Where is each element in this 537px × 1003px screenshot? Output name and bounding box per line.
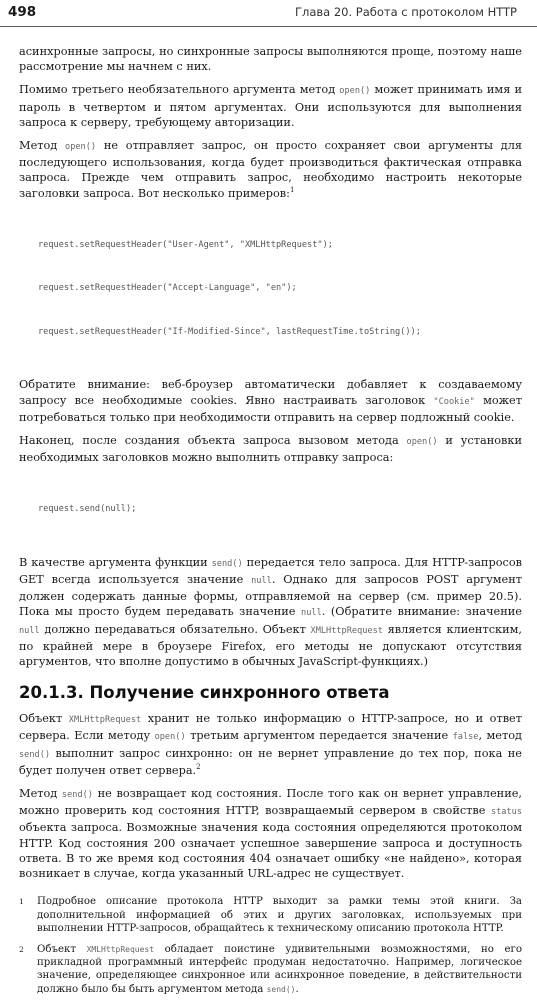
footnote-1 bbox=[19, 895, 522, 935]
inline-code: null bbox=[251, 576, 272, 587]
inline-code: status bbox=[490, 807, 522, 818]
paragraph-8: Метод send() не возвращает код состояния. После того как он вернет управление, можно проверить код состояния HTTP, возвращаемый сервером в свойстве status объекта запроса. Возможные значения кода состояния определяются протоколом HTTP. Код состояния 200 означает успешное завершение запроса и доступность ответа. В то же время код состояния 404 означает ошибку «не найдено», которая возникает в случае, когда указанный URL-адрес не существует. bbox=[19, 787, 522, 881]
footnote-2: 2 Объект XMLHttpRequest обладает поистине удивительными возможностями, но его прикладной программный интерфейс продуман недостаточно. Например, логическое значение, определяющее синхронное или асинхронное поведение, в действительности должно было бы быть аргументом метода send(). bbox=[19, 943, 522, 995]
footnote-ref: 1 bbox=[289, 185, 295, 194]
page-header bbox=[0, 0, 537, 27]
paragraph-3: Метод open() не отправляет запрос, он просто сохраняет свои аргументы для последующего использования, когда будет производиться фактическая отправка запроса. Прежде чем отправить запрос, необходимо настроить некоторые заголовки запроса. Вот несколько примеров:$^1$ bbox=[19, 139, 523, 200]
code-line: request.setRequestHeader("Accept-Language", "en"); bbox=[38, 283, 297, 294]
inline-code: open() bbox=[339, 86, 371, 97]
inline-code: send() bbox=[19, 749, 51, 760]
inline-code: send() bbox=[61, 790, 93, 801]
code-block-headers bbox=[38, 209, 522, 369]
paragraph-5: Наконец, после создания объекта запроса вызовом метода open() и установки необходимых заголовков можно выполнить отправку запроса: bbox=[19, 433, 522, 465]
inline-code: XMLHttpRequest bbox=[86, 944, 155, 954]
footnote-text: Подробное описание протокола HTTP выходит за рамки темы этой книги. За дополнительной информацией об этих и других заголовках, используемых при выполнении HTTP-запросов, обращайтесь к техническому описанию протокола HTTP. bbox=[37, 896, 522, 935]
code-line: request.setRequestHeader("If-Modified-Since", lastRequestTime.toString()); bbox=[38, 326, 421, 337]
code-line: request.setRequestHeader("User-Agent", "XMLHttpRequest"); bbox=[38, 239, 333, 250]
footnote-mark: 2 bbox=[19, 944, 24, 954]
paragraph-2: Помимо третьего необязательного аргумента метод open() может принимать имя и пароль в четвертом и пятом аргументах. Они используются для выполнения запроса к серверу, требующему авторизации. bbox=[19, 83, 522, 129]
inline-code: send() bbox=[211, 558, 243, 569]
inline-code: open() bbox=[154, 732, 186, 743]
chapter-title: Глава 20. Работа с протоколом HTTP bbox=[294, 5, 517, 19]
inline-code: open() bbox=[65, 142, 97, 153]
paragraph-4: Обратите внимание: веб-броузер автоматически добавляет к создаваемому запросу все необходимые cookies. Явно настраивать заголовок "Cookie" может потребоваться только при необходимости отправить на сервер подложный cookie. bbox=[19, 378, 522, 424]
paragraph-1: асинхронные запросы, но синхронные запросы выполняются проще, поэтому наше рассмотрение мы начнем с них. bbox=[19, 45, 522, 74]
inline-code: null bbox=[301, 608, 322, 619]
inline-code: null bbox=[19, 625, 40, 636]
footnote-ref: 2 bbox=[196, 763, 201, 772]
section-heading: 20.1.3. Получение синхронного ответа bbox=[19, 683, 390, 703]
inline-code: XMLHttpRequest bbox=[68, 715, 142, 726]
inline-code: send() bbox=[266, 984, 296, 994]
code-line: request.send(null); bbox=[38, 504, 137, 515]
inline-code: open() bbox=[406, 436, 438, 447]
inline-code: "Cookie" bbox=[433, 396, 475, 407]
page-number: 498 bbox=[8, 4, 37, 20]
paragraph-7: Объект XMLHttpRequest хранит не только информацию о HTTP-запросе, но и ответ сервера. Если методу open() третьим аргументом передается значение false, метод send() выполнит запрос синхронно: он не вернет управление до тех пор, пока не будет получен ответ сервера.$^2$ bbox=[19, 712, 522, 777]
inline-code: false bbox=[452, 732, 479, 743]
paragraph-6: В качестве аргумента функции send() передается тело запроса. Для HTTP-запросов GET всегда используется значение null. Однако для запросов POST аргумент должен содержать данные формы, отправляемой на сервер (см. пример 20.5). Пока мы просто будем передавать значение null. (Обратите внимание: значение null должно передаваться обязательно. Объект XMLHttpRequest является клиентским, по крайней мере в броузере Firefox, его методы не допускают отсутствия аргументов, что вполне допустимо в обычных JavaScript-функциях.) bbox=[19, 555, 522, 669]
page-body bbox=[19, 44, 522, 1003]
footnote-mark: 1 bbox=[19, 897, 24, 907]
inline-code: XMLHttpRequest bbox=[310, 625, 383, 636]
code-block-send bbox=[38, 473, 522, 546]
